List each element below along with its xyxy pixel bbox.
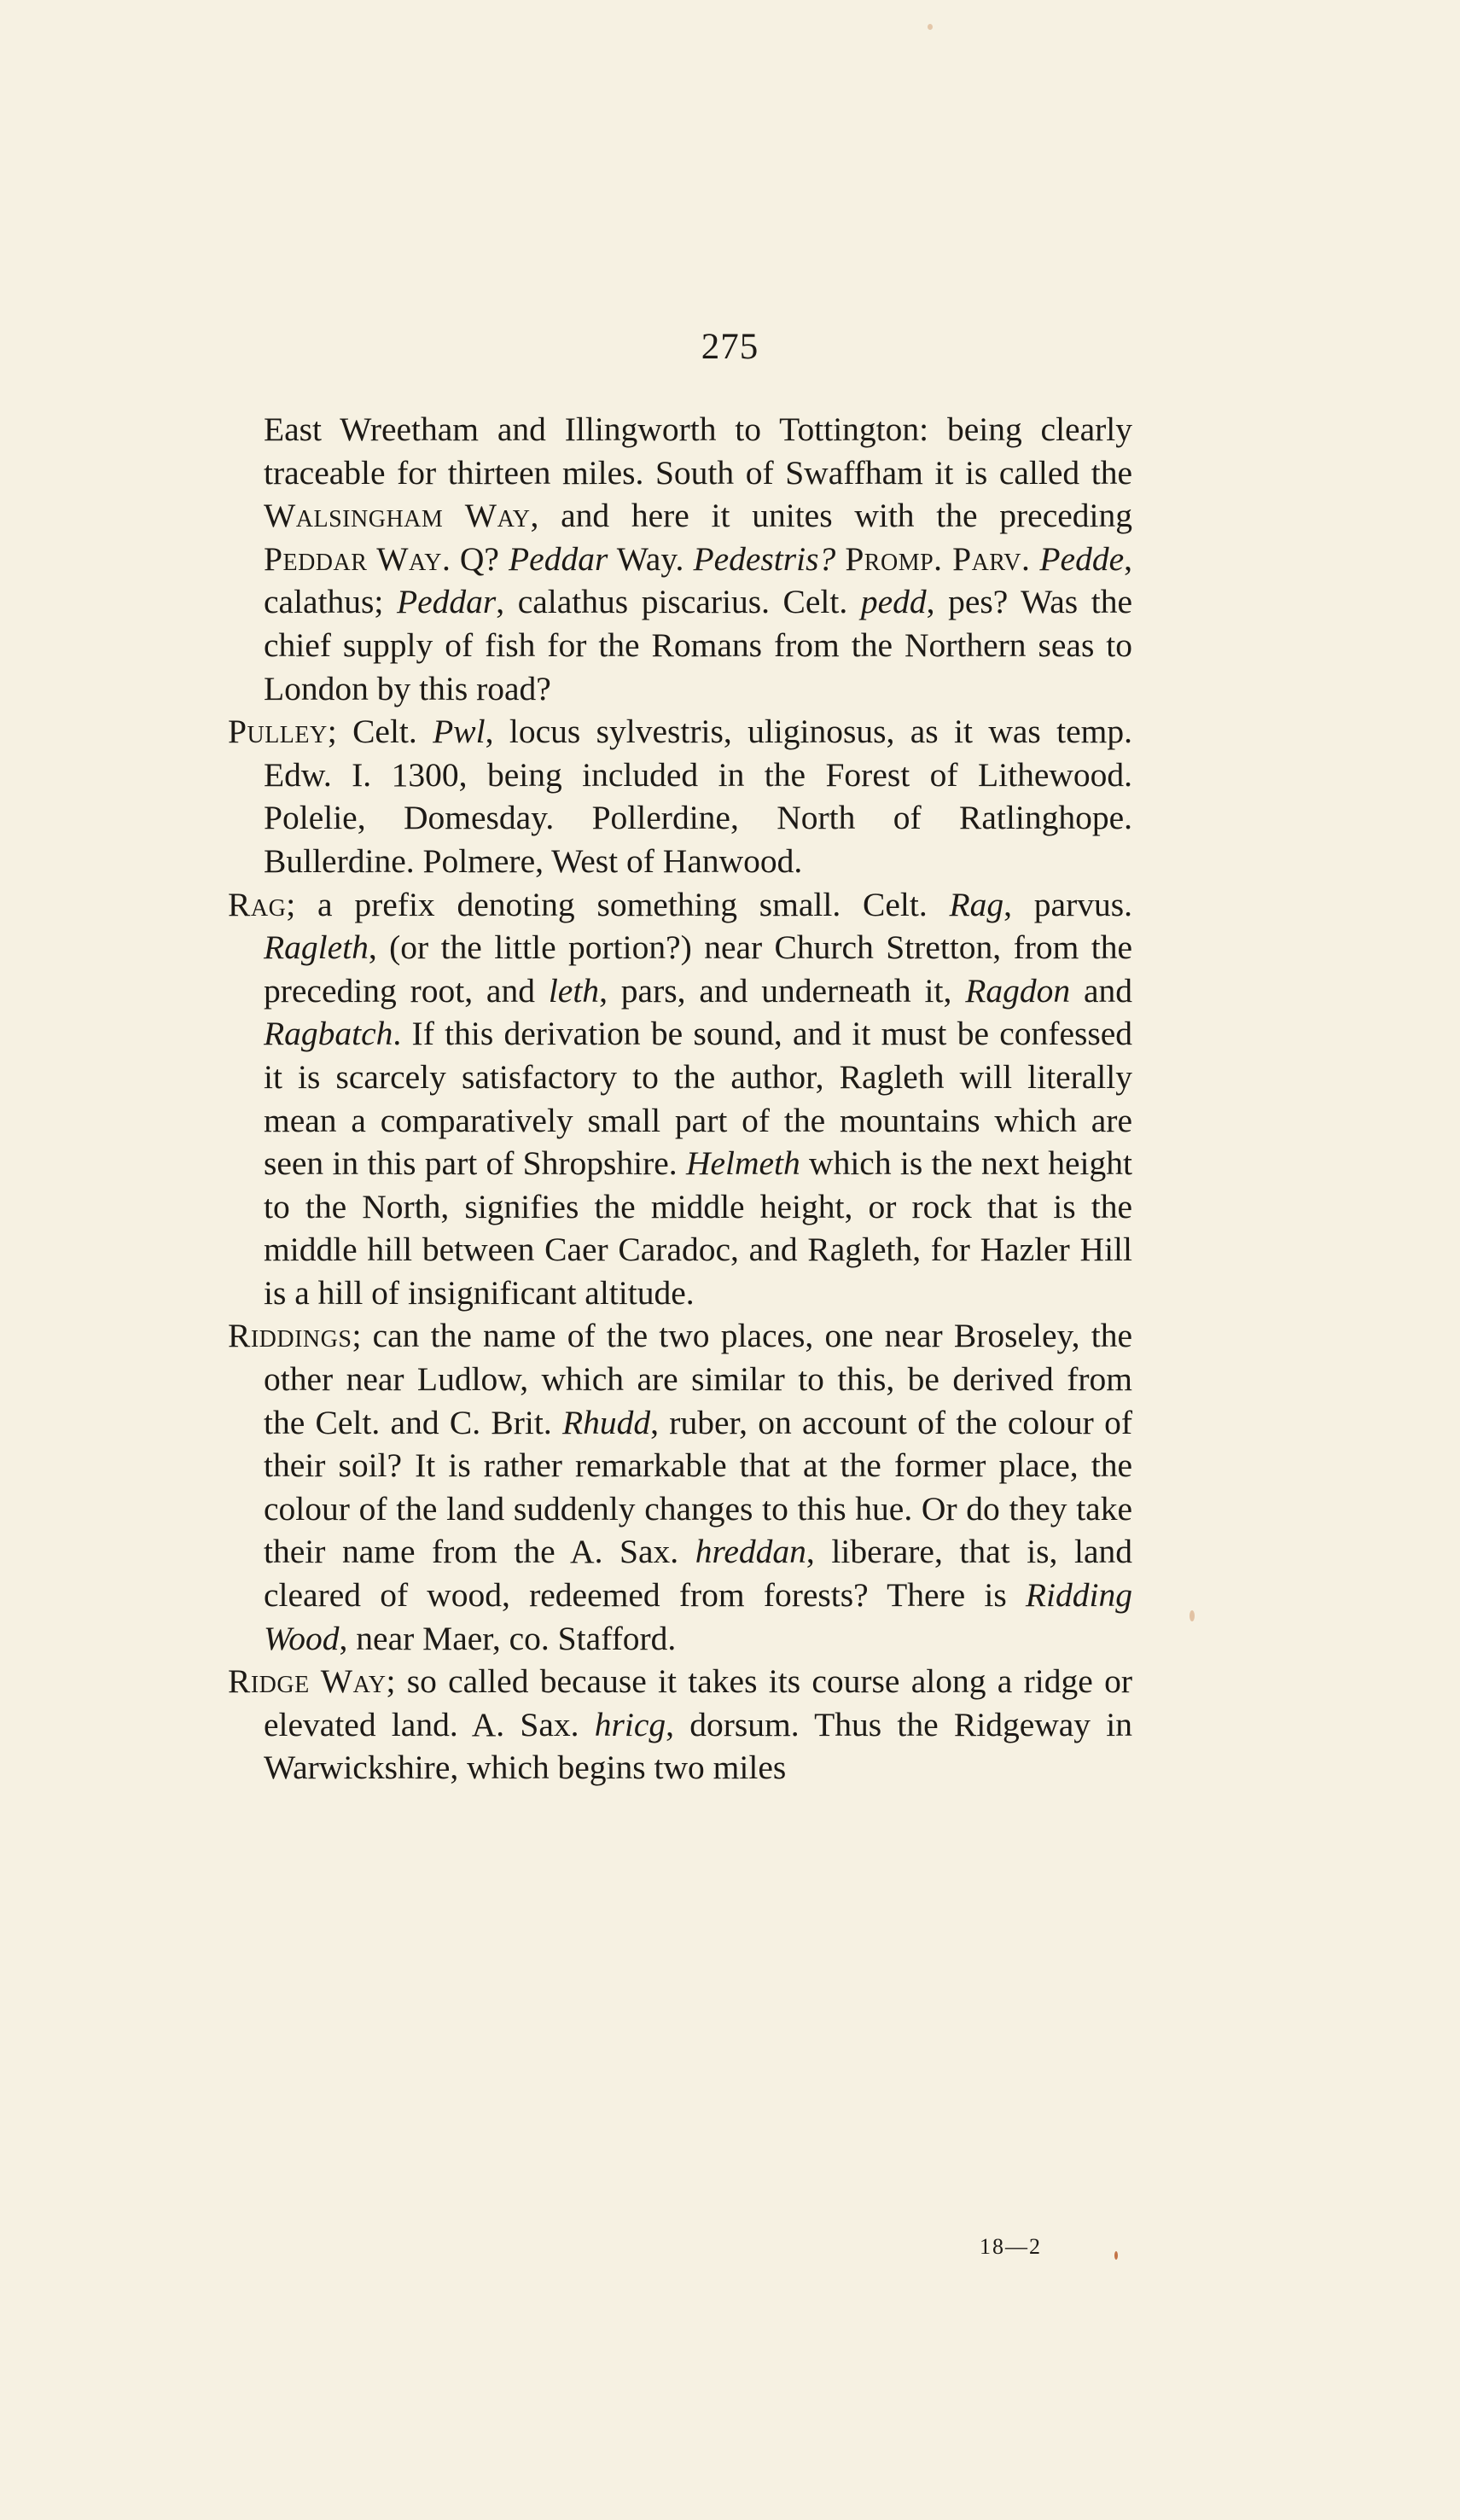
italic-term: Rhudd xyxy=(562,1403,651,1441)
italic-term: hreddan xyxy=(695,1533,806,1571)
entry-text: , calathus piscarius. Celt. xyxy=(496,583,861,621)
headword: Walsingham Way xyxy=(264,497,531,535)
glossary-entry xyxy=(228,883,1132,1315)
entry-text: Way. xyxy=(608,539,694,578)
entry-text: ; a prefix denoting something small. Celt. xyxy=(286,885,950,923)
italic-term: Ragbatch xyxy=(264,1015,393,1053)
entry-text: . Q? xyxy=(441,539,509,578)
entry-text: , near Maer, co. Stafford. xyxy=(339,1619,677,1657)
entry-text xyxy=(835,540,845,578)
headword: Rag xyxy=(228,885,287,923)
italic-term: Pedde xyxy=(1039,539,1125,578)
headword: Ridge Way xyxy=(228,1662,387,1701)
italic-term: hricg xyxy=(594,1705,666,1743)
headword: Pulley xyxy=(228,713,328,751)
entry-text: which is the next height to the North, signifies the middle height, or rock that is the middle hill between Caer Caradoc, and Ragleth, for Hazler Hill is a hill of insignificant altitude. xyxy=(264,1144,1133,1312)
entry-text: , parvus. xyxy=(1003,885,1132,923)
entry-text: , calathus; xyxy=(264,539,1132,621)
glossary-entry xyxy=(228,710,1132,882)
italic-term: Ridding Wood xyxy=(264,1576,1132,1657)
italic-term: pedd xyxy=(860,583,927,621)
entry-text: , pes? Was the chief supply of fish for the Romans from the Northern seas to London by this road? xyxy=(264,583,1132,707)
italic-term: Ragleth xyxy=(264,928,369,967)
paper-speck xyxy=(1114,2251,1118,2260)
headword: Peddar Way xyxy=(264,539,442,578)
entry-text: , ruber, on account of the colour of their soil? It is rather remarkable that at the former place, the colour of the land suddenly changes to this hue. Or do they take their name from the A. Sax. xyxy=(264,1403,1132,1571)
entry-text: East Wreetham and Illingworth to Tottington: being clearly traceable for thirteen miles. South of Swaffham it is called the xyxy=(264,410,1132,492)
italic-term: Ragdon xyxy=(965,971,1071,1010)
paper-speck xyxy=(928,24,933,30)
entry-text: ; so called because it takes its course along a ridge or elevated land. A. Sax. xyxy=(264,1662,1132,1743)
glossary-entry xyxy=(228,1660,1132,1790)
italic-term: leth xyxy=(548,971,600,1010)
text-body xyxy=(228,408,1132,1790)
entry-text: , (or the little portion?) near Church Stretton, from the preceding root, and xyxy=(264,928,1132,1010)
italic-term: Pwl xyxy=(433,713,486,751)
entry-text: ; can the name of the two places, one near Broseley, the other near Ludlow, which are similar to this, be derived from the Celt. and C. Brit. xyxy=(264,1317,1132,1441)
entry-text xyxy=(1030,540,1039,578)
entry-text: , liberare, that is, land cleared of wood, redeemed from forests? There is xyxy=(264,1533,1133,1615)
entry-text: , locus sylvestris, uliginosus, as it was temp. Edw. I. 1300, being included in the Forest of Lithewood. Polelie, Domesday. Pollerdine, North of Ratlinghope. Bullerdine. Polmere, West of Hanwood. xyxy=(264,713,1132,880)
italic-term: Pedestris? xyxy=(693,539,836,578)
italic-term: Peddar xyxy=(396,583,497,621)
page-number: 275 xyxy=(701,327,759,367)
entry-text: , dorsum. Thus the Ridgeway in Warwickshire, which begins two miles xyxy=(264,1705,1132,1787)
italic-term: Helmeth xyxy=(685,1144,800,1183)
italic-term: Peddar xyxy=(509,539,608,578)
entry-text: . If this derivation be sound, and it must be confessed it is scarcely satisfactory to the author, Ragleth will literally mean a comparatively small part of the mountains which are seen in this part of Shropshire. xyxy=(264,1015,1132,1183)
entry-text: ; Celt. xyxy=(327,713,433,751)
entry-text: and xyxy=(1070,971,1132,1010)
italic-term: Rag xyxy=(949,885,1004,923)
headword: Promp. Parv. xyxy=(845,539,1031,578)
signature-mark: 18—2 xyxy=(980,2234,1042,2259)
paper-speck xyxy=(1190,1610,1195,1621)
glossary-entry xyxy=(228,408,1132,710)
entry-text: , and here it unites with the preceding xyxy=(530,497,1132,535)
glossary-entry xyxy=(228,1314,1132,1660)
entry-text: , pars, and underneath it, xyxy=(599,971,966,1010)
headword: Riddings xyxy=(228,1317,352,1355)
